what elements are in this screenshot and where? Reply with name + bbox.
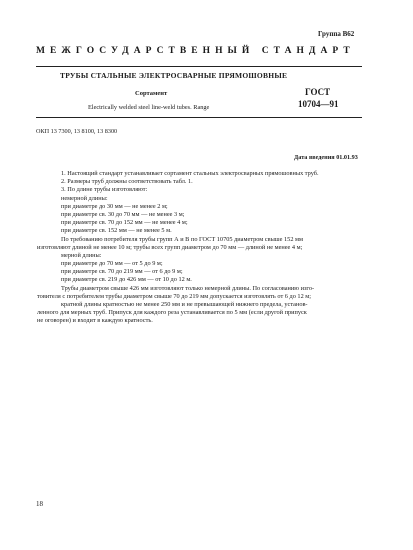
body-line: немерной длины: bbox=[61, 194, 108, 202]
introduction-date: Дата введения 01.01.93 bbox=[294, 154, 358, 161]
gost-number: 10704—91 bbox=[298, 99, 339, 109]
standard-banner: МЕЖГОСУДАРСТВЕННЫЙ СТАНДАРТ bbox=[36, 46, 355, 56]
body-line: при диаметре св. 30 до 70 мм — не менее 3 м; bbox=[61, 210, 185, 218]
body-line: при диаметре св. 219 до 426 мм — от 10 до 12 м. bbox=[61, 276, 192, 284]
gost-label: ГОСТ bbox=[305, 87, 331, 97]
body-line: Трубы диаметром свыше 426 мм изготовляют только немерной длины. По согласованию изго- bbox=[61, 284, 315, 292]
body-line: 3. По длине трубы изготовляют: bbox=[61, 186, 148, 194]
body-line: кратной длины кратностью не менее 250 мм и не превышающей нижнего предела, установ- bbox=[61, 301, 308, 308]
body-line: мерной длины: bbox=[61, 251, 102, 259]
middle-divider bbox=[36, 117, 362, 118]
okp-codes: ОКП 13 7300, 13 8100, 13 8300 bbox=[36, 128, 118, 135]
body-line: 1. Настоящий стандарт устанавливает сортамент стальных электросварных прямошовных труб. bbox=[61, 170, 319, 177]
body-line: По требованию потребителя трубы групп А и В по ГОСТ 10705 диаметром свыше 152 мм bbox=[61, 235, 304, 243]
english-title: Electrically welded steel line-weld tubes. Range bbox=[88, 104, 210, 111]
body-line: ленного для мерных труб. Припуск для каждого реза устанавливается по 5 мм (если другой припуск bbox=[37, 309, 307, 317]
body-line: при диаметре св. 70 до 219 мм — от 6 до 9 м; bbox=[61, 268, 183, 276]
body-line: при диаметре св. 70 до 152 мм — не менее 4 м; bbox=[61, 219, 188, 227]
page-number: 18 bbox=[36, 500, 43, 508]
body-line: не оговорен) и входит в каждую кратность. bbox=[37, 317, 153, 325]
group-code: Группа В62 bbox=[318, 30, 355, 38]
body-text bbox=[37, 170, 367, 326]
document-title: ТРУБЫ СТАЛЬНЫЕ ЭЛЕКТРОСВАРНЫЕ ПРЯМОШОВНЫЕ bbox=[60, 71, 288, 80]
body-line: при диаметре до 70 мм — от 5 до 9 м; bbox=[61, 260, 163, 268]
top-divider bbox=[36, 66, 362, 67]
document-subtitle: Сортамент bbox=[135, 90, 168, 97]
body-line: при диаметре св. 152 мм — не менее 5 м. bbox=[61, 227, 172, 235]
body-line: при диаметре до 30 мм — не менее 2 м; bbox=[61, 202, 168, 210]
body-line: изготовляют длиной не менее 10 м; трубы всех групп диаметром до 70 мм — длиной не менее 4 м; bbox=[37, 243, 303, 251]
body-line: товителя с потребителем трубы диаметром свыше 70 до 219 мм допускается изготовлять от 6 до 12 м; bbox=[37, 292, 312, 300]
body-line: 2. Размеры труб должны соответствовать табл. 1. bbox=[61, 178, 193, 186]
